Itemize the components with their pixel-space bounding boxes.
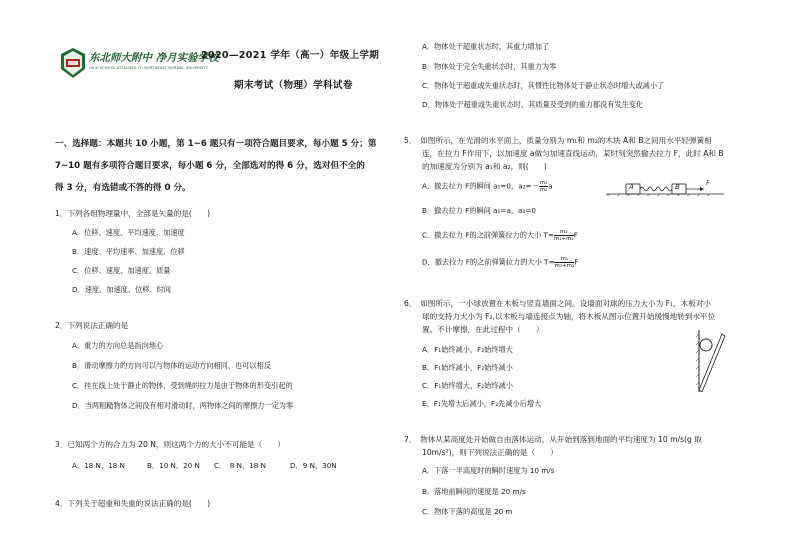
q5-c-suffix: F [573,230,578,240]
q6-option-d: E．F₁先增大后减小，F₂先减小后增大 [422,399,542,408]
q5-d-denominator: m₁+m₂ [554,263,575,269]
q3-option-c: C． 8 N、18 N [214,461,267,470]
q5-a-suffix: a [548,181,553,191]
q5-d-numerator: m₁ [554,256,574,263]
q3-option-a: A．18 N、18 N [72,461,125,470]
q5-c-numerator: m₂ [554,229,574,236]
q5-a-denominator: m₂ [539,187,548,193]
q4-option-a: A．物体处于超重状态时，其重力增加了 [422,42,550,51]
q6-stem-line2: 球的支持力大小为 F₂,以木板与墙连接点为轴，将木板从图示位置开始缓慢地转到水平位 [422,312,716,321]
q5-option-a-fraction [539,180,549,193]
section-instructions-line1: 一、选择题：本题共 10 小题，第 1~6 题只有一项符合题目要求，每小题 5 分；第 [55,139,377,149]
q3-stem: 3．已知两个力的合力为 20 N，则这两个力的大小不可能是（ ） [55,440,286,449]
q2-option-d: D．当两粗糙物体之间没有相对滑动时，两物体之间的摩擦力一定为零 [72,401,294,410]
q7-option-b: B．落地前瞬间的速度是 20 m/s [422,487,526,496]
q1-stem: 1．下列各组物理量中，全部是矢量的是( ) [55,209,211,218]
q5-stem-line2: 连，在拉力 F作用下，以加速度 a做匀加速直线运动，某时刻突然撤去拉力 F，此时 A和 B [422,149,724,158]
q4-option-d: D．物体处于超重或失重状态时，其质量及受到的重力都没有发生变化 [422,100,644,109]
q5-stem-line3: 的加速度为分别为 a₁和 a₂，则( ) [422,162,547,171]
school-emblem-icon [58,47,88,79]
school-name-en: HIGH SCHOOL ATTACHED TO NORTHEAST NORMAL UNIVERSITY [89,66,209,70]
q1-option-a: A．位移、速度、平均速度、加速度 [72,228,185,237]
q5-force-label: F [706,179,710,187]
q4-option-c: C．物体处于超重或失重状态时，其惯性比物体处于静止状态时增大或减小了 [422,81,665,90]
q6-stem-line3: 置。不计摩擦，在此过程中（ ） [422,325,544,334]
q6-option-b: B．F₁始终减小，F₂始终减小 [422,363,513,372]
q6-option-c: C．F₁始终增大，F₂始终减小 [422,381,513,390]
exam-title-line1: 2020—2021 学年（高一）年级上学期 [201,50,380,61]
q5-d-suffix: F [574,257,579,267]
exam-title-line2: 期末考试（物理）学科试卷 [234,80,353,91]
section-instructions-line2: 7~10 题有多项符合题目要求，每小题 6 分，全部选对的得 6 分，选对但不全的 [55,161,365,171]
q5-stem-line1: 5． 如图所示，在光滑的水平面上，质量分别为 m₁和 m₂的木块 A和 B之间用水平轻弹簧相 [404,136,712,145]
section-instructions-line3: 得 3 分，有选错或不答的得 0 分。 [55,183,191,193]
q2-option-c: C．挂在线上处于静止的物体，受到绳的拉力是由于物体的形变引起的 [72,381,293,390]
q5-option-c-fraction [554,229,574,242]
q5-option-a-text: A．撤去拉力 F的瞬间 a₁=0，a₂=－ [422,181,539,191]
q6-stem-line1: 6． 如图所示，一小球放置在木板与竖直墙面之间。设墙面对球的压力大小为 F₁，木板对小 [404,299,712,308]
q3-option-d: D．9 N、30N [290,461,337,470]
q7-option-a: A．下落一半高度时的瞬时速度为 10 m/s [422,466,555,475]
q5-block-b-label: B [675,183,680,191]
q5-option-c-text: C．撤去拉力 F的之前弹簧拉力的大小 T= [422,230,554,240]
q5-option-d [422,256,578,269]
q3-option-b: B．10 N、20 N [147,461,200,470]
q5-block-a-label: A [629,183,634,191]
q6-option-a: A．F₁始终减小，F₂始终增大 [422,345,513,354]
q1-option-b: B．速度、平均速率、加速度、位移 [72,247,185,256]
q2-stem: 2．下列说法正确的是 [55,321,129,330]
q5-option-d-text: D．撤去拉力 F的之前弹簧拉力的大小 T= [422,257,555,267]
q5-c-denominator: m₁+m₂ [553,236,574,242]
q7-stem-line2: 10m/s²)，则下列说法正确的是（ ） [422,448,558,457]
q5-figure-blocks-spring [606,178,724,196]
q4-option-b: B．物体处于完全失重状态时，其重力为零 [422,62,557,71]
school-logo [58,47,88,79]
q1-option-d: D．速度、加速度、位移、时间 [72,285,171,294]
q5-option-b: B．撤去拉力 F的瞬间 a₁=a，a₂=0 [422,206,536,215]
q5-option-a [422,180,553,193]
q2-option-a: A．重力的方向总是指向地心 [72,341,164,350]
q7-option-c: C．物体下落的高度是 20 m [422,507,513,516]
q5-option-c [422,229,578,242]
q5-option-d-fraction [554,256,574,269]
q6-figure-ball-board-wall [695,330,727,392]
q2-option-b: B．滑动摩擦力的方向可以与物体的运动方向相同，也可以相反 [72,361,271,370]
q5-a-numerator: m₁ [539,180,548,186]
q7-stem-line1: 7． 物体从某高度处开始做自由落体运动，从开始到落到地面的平均速度为 10 m/s(g 取 [404,435,702,444]
school-name-cn: 东北师大附中 净月实验学校 [89,52,219,64]
q4-stem: 4．下列关于超重和失重的说法正确的是( ) [55,499,211,508]
q1-option-c: C．位移、速度、加速度、质量 [72,266,171,275]
